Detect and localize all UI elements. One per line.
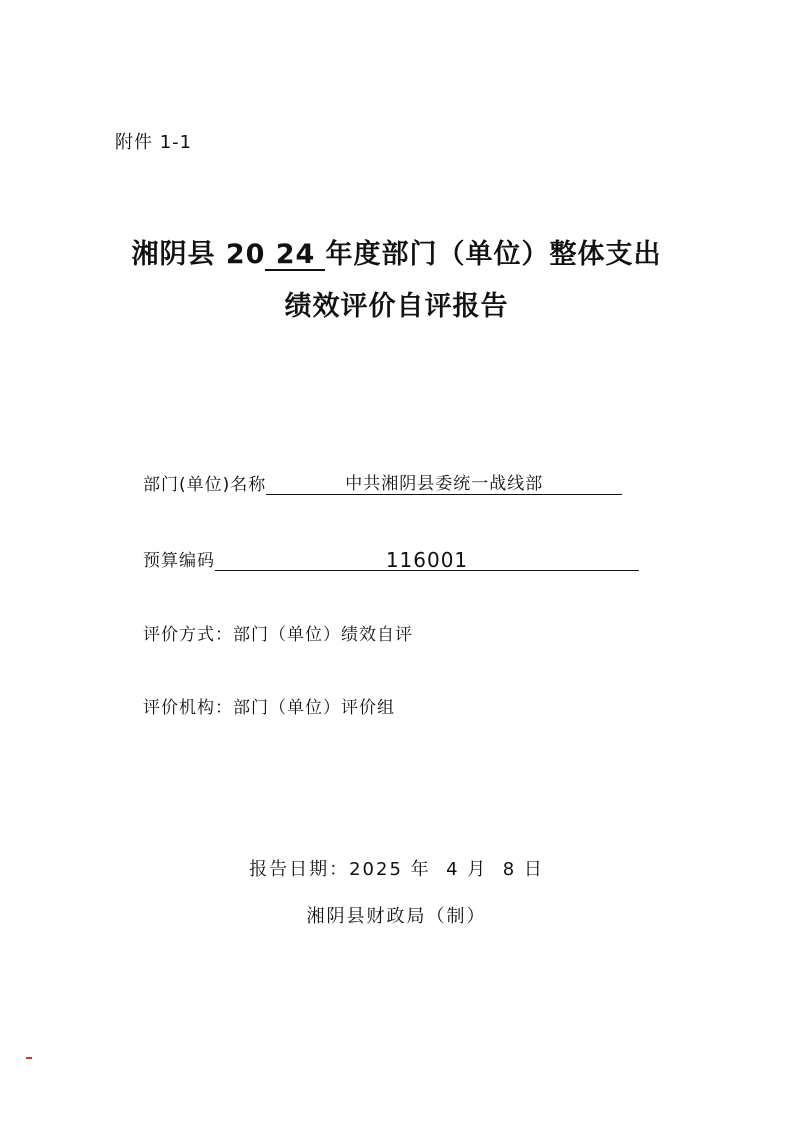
eval-method-field bbox=[143, 620, 413, 645]
budget-code-field bbox=[143, 546, 639, 571]
eval-method-label: 评价方式： bbox=[143, 625, 233, 645]
attachment-label: 附件 1-1 bbox=[115, 132, 193, 153]
eval-agency-label: 评价机构： bbox=[143, 698, 233, 718]
scan-mark bbox=[26, 1057, 32, 1059]
issuer: 湘阴县财政局（制） bbox=[306, 906, 487, 927]
report-title-line1 bbox=[0, 232, 793, 271]
budget-code-value: 116001 bbox=[215, 550, 639, 571]
eval-agency-field bbox=[143, 693, 395, 718]
unit-name-field bbox=[143, 470, 622, 495]
eval-method-value: 部门（单位）绩效自评 bbox=[233, 625, 413, 645]
title-year-fill: 24 bbox=[265, 241, 325, 271]
report-title-line2: 绩效评价自评报告 bbox=[284, 291, 509, 322]
report-date: 报告日期：2025 年 4 月 8 日 bbox=[249, 859, 544, 880]
title-suffix: 年度部门（单位）整体支出 bbox=[325, 239, 662, 270]
unit-name-label: 部门(单位)名称 bbox=[143, 475, 267, 495]
unit-name-value: 中共湘阴县委统一战线部 bbox=[266, 474, 622, 495]
budget-code-label: 预算编码 bbox=[143, 551, 215, 571]
eval-agency-value: 部门（单位）评价组 bbox=[233, 698, 395, 718]
title-prefix: 湘阴县 20 bbox=[131, 239, 266, 270]
